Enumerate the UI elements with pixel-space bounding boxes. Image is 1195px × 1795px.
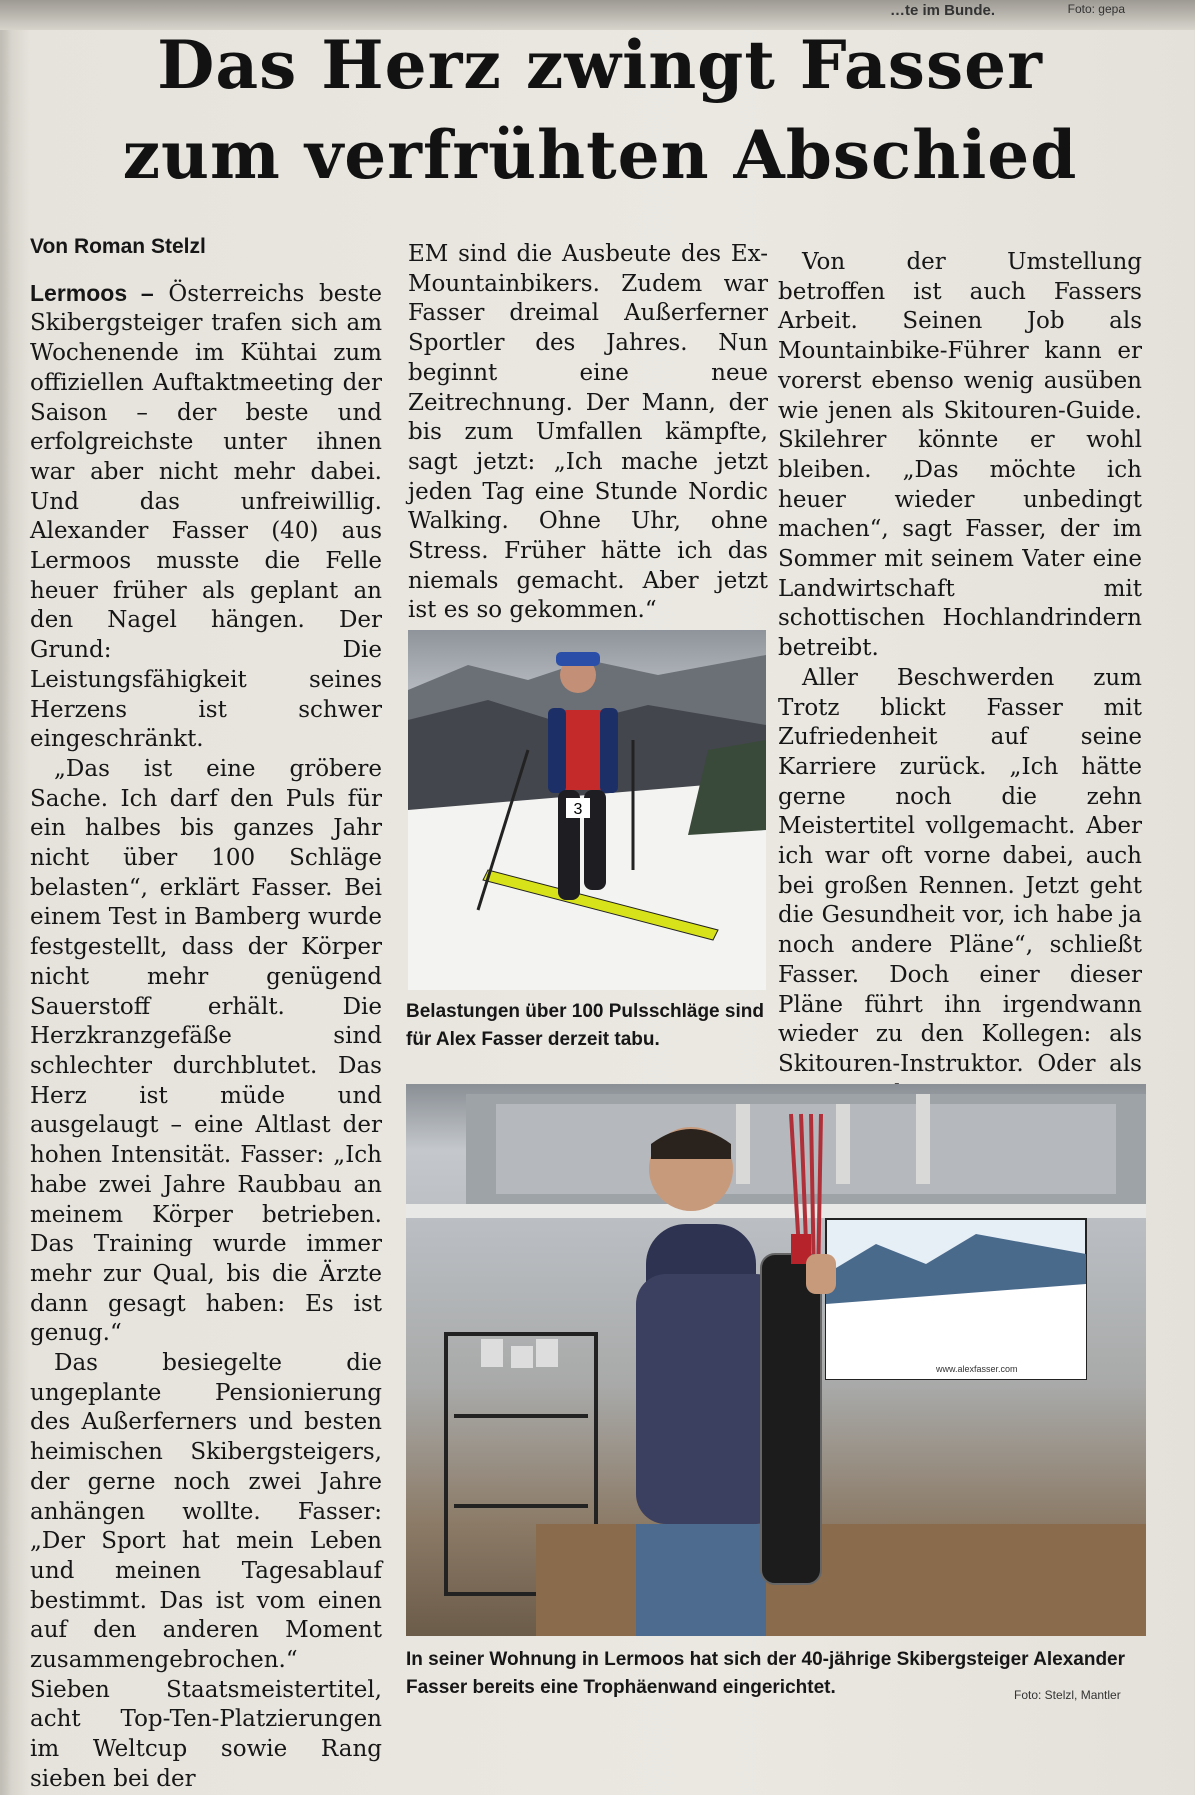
trophy-wall-photo [406, 1084, 1146, 1636]
poster-url-text: www.alexfasser.com [936, 1364, 1018, 1374]
photo-2-credit: Foto: Stelzl, Mantler [1014, 1688, 1121, 1702]
trophy-wall-illustration [406, 1084, 1146, 1636]
paragraph-retirement: Das besiegelte die ungeplante Pensionierung des Außerferners und besten heimischen Skibergsteigers, der gerne noch zwei Jahre anhängen wollte. Fasser: „Der Sport hat mein Leben und meinen Tagesablauf bestimmt. Das ist vom einen auf den anderen Moment zusammengebrochen.“ Sieben Staatsmeistertitel, acht Top-Ten-Platzierungen im Weltcup sowie Rang sieben bei der [30, 1350, 382, 1792]
article-column-1 [30, 232, 382, 1795]
lead-text: Österreichs beste Skibergsteiger trafen sich am Wochenende im Kühtai zum offiziellen Auftaktmeeting der Saison – der beste und erfolgreichste unter ihnen war aber nicht mehr dabei. Und das unfreiwillig. Alexander Fasser (40) aus Lermoos musste die Felle heuer früher als geplant an den Nagel hängen. Der Grund: Die Leistungsfähigkeit seines Herzens ist schwer eingeschränkt. [30, 280, 382, 753]
article-column-3 [778, 248, 1142, 1109]
headline-line-1: Das Herz zwingt Fasser [157, 26, 1043, 104]
paragraph-job-change: Von der Umstellung betroffen ist auch Fassers Arbeit. Seinen Job als Mountainbike-Führer kann er vorerst ebenso wenig ausüben wie jenen als Skitouren-Guide. Skilehrer könnte er wohl bleiben. „Das möchte ich heuer wieder unbedingt machen“, sagt Fasser, der im Sommer mit seinem Vater eine Landwirtschaft mit schottischen Hochlandrindern betreibt. [778, 249, 1142, 662]
headline-line-2: zum verfrühten Abschied [122, 116, 1078, 194]
previous-photo-credit: Foto: gepa [1067, 2, 1125, 16]
article-column-2 [408, 240, 768, 626]
paragraph-quote-pulse: „Das ist eine gröbere Sache. Ich darf den Puls für ein halbes bis ganzes Jahr nicht über 100 Schläge belasten“, erklärt Fasser. Bei einem Test in Bamberg wurde festgestellt, dass der Körper nicht mehr genügend Sauerstoff erhält. Die Herzkranzgefäße sind schlechter durchblutet. Das Herz ist müde und ausgelaugt – eine Altlast der hohen Intensität. Fasser: „Ich habe zwei Jahre Raubbau an meinem Körper betrieben. Das Training wurde immer mehr zur Qual, bis die Ärzte dann gesagt haben: Es ist genug.“ [30, 755, 382, 1347]
skimo-race-illustration [408, 630, 766, 990]
skimo-race-photo [408, 630, 766, 990]
paragraph-retirement-continued: EM sind die Ausbeute des Ex-Mountainbikers. Zudem war Fasser dreimal Außerferner Sportler des Jahres. Nun beginnt eine neue Zeitrechnung. Der Mann, der bis zum Umfallen kämpfte, sagt jetzt: „Ich mache jetzt jeden Tag eine Stunde Nordic Walking. Ohne Uhr, ohne Stress. Früher hätte ich das niemals gemacht. Aber jetzt ist es so gekommen.“ [408, 241, 768, 624]
article-headline [100, 20, 1100, 200]
lead-paragraph [30, 279, 382, 755]
previous-article-snippet: …te im Bunde. [889, 2, 995, 19]
byline: Von Roman Stelzl [30, 235, 206, 258]
photo-1-caption: Belastungen über 100 Pulsschläge sind für Alex Fasser derzeit tabu. [406, 1001, 764, 1050]
race-bib-number: 3 [573, 801, 583, 818]
photo-2-caption: In seiner Wohnung in Lermoos hat sich der 40-jährige Skibergsteiger Alexander Fasser bereits eine Trophäenwand eingerichtet. [406, 1649, 1126, 1698]
dateline: Lermoos – [30, 279, 154, 306]
paragraph-career-review: Aller Beschwerden zum Trotz blickt Fasser mit Zufriedenheit auf seine Karriere zurück. „Ich hätte gerne noch die zehn Meistertitel vollgemacht. Aber ich war oft vorne dabei, auch bei großen Rennen. Jetzt geht die Gesundheit vor, ich habe ja noch andere Pläne“, schließt Fasser. Doch einer dieser Pläne führt ihn irgendwann wieder zu den Kollegen: als Skitouren-Instruktor. Oder als [778, 664, 1142, 1077]
